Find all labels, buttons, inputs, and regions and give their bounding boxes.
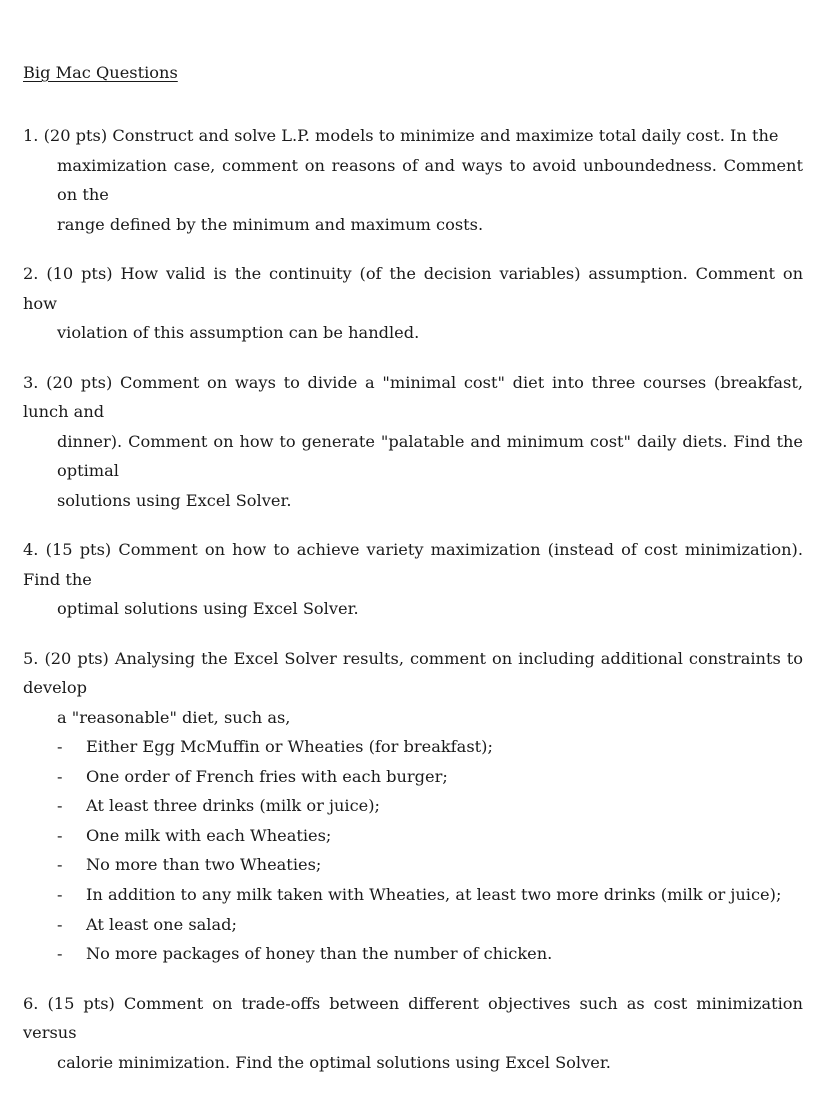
question-points: (15 pts) [45, 540, 112, 559]
question-4 [23, 535, 803, 624]
question-points: (15 pts) [47, 993, 115, 1013]
bullet-dash: - [57, 737, 63, 756]
question-5 [23, 644, 803, 969]
question-continuation: dinner). Comment on how to generate "palatable and minimum cost" daily diets. Find the optimal [57, 431, 803, 480]
question-continuation: range defined by the minimum and maximum costs. [57, 214, 484, 234]
list-item [57, 732, 803, 762]
question-continuation: optimal solutions using Excel Solver. [57, 599, 359, 618]
question-continuation: solutions using Excel Solver. [57, 490, 292, 510]
document-title: Big Mac Questions [23, 63, 178, 82]
bullet-dash: - [57, 914, 63, 934]
question-first-line [23, 121, 803, 151]
question-text: How valid is the continuity (of the decision variables) assumption. Comment on how [23, 264, 804, 313]
list-item-text: In addition to any milk taken with Wheaties, at least two more drinks (milk or juice); [86, 884, 782, 904]
question-continuation: violation of this assumption can be handled. [57, 323, 420, 342]
question-text: Construct and solve L.P. models to minimize and maximize total daily cost. In the [112, 126, 779, 145]
bullet-dash: - [57, 944, 63, 964]
question-number: 6. [23, 993, 39, 1013]
bullet-dash: - [57, 884, 63, 904]
list-item [57, 910, 803, 940]
bullet-dash: - [57, 766, 63, 786]
question-number: 2. [23, 264, 39, 283]
question-2 [23, 259, 803, 348]
question-3 [23, 368, 803, 516]
question-6 [23, 989, 803, 1078]
question-points: (20 pts) [44, 648, 109, 668]
question-continuation: calorie minimization. Find the optimal solutions using Excel Solver. [57, 1052, 611, 1072]
question-number: 4. [23, 540, 39, 559]
question-first-line [23, 535, 803, 594]
question-points: (20 pts) [43, 126, 108, 145]
question-text: Comment on how to achieve variety maximization (instead of cost minimization). Find the [23, 540, 803, 589]
list-item-text: Either Egg McMuffin or Wheaties (for breakfast); [86, 737, 493, 756]
question-text: Comment on trade-offs between different objectives such as cost minimization versus [23, 993, 803, 1043]
question-continuation: maximization case, comment on reasons of and ways to avoid unboundedness. Comment on the [57, 155, 803, 204]
question-continuation: a "reasonable" diet, such as, [57, 707, 291, 727]
question-text: Analysing the Excel Solver results, comment on including additional constraints to develop [23, 648, 803, 697]
question-first-line [23, 989, 803, 1048]
bullet-dash: - [57, 825, 63, 845]
question-points: (10 pts) [46, 264, 113, 283]
constraint-list [23, 732, 803, 969]
question-1 [23, 121, 803, 239]
list-item [57, 850, 803, 880]
question-first-line [23, 368, 803, 427]
list-item-text: One milk with each Wheaties; [86, 825, 332, 845]
question-points: (20 pts) [46, 372, 113, 392]
list-item [57, 821, 803, 851]
question-number: 3. [23, 372, 39, 392]
bullet-dash: - [57, 855, 63, 875]
list-item [57, 939, 803, 969]
question-number: 5. [23, 648, 39, 668]
bullet-dash: - [57, 796, 63, 816]
list-item [57, 762, 803, 792]
question-number: 1. [23, 126, 39, 145]
list-item-text: One order of French fries with each burger; [86, 766, 448, 786]
question-list [23, 121, 803, 1097]
question-text: Comment on ways to divide a "minimal cost" diet into three courses (breakfast, lunch and [23, 372, 803, 421]
list-item [57, 791, 803, 821]
question-first-line [23, 644, 803, 703]
list-item-text: At least three drinks (milk or juice); [86, 796, 380, 816]
list-item-text: No more packages of honey than the number of chicken. [86, 944, 553, 964]
question-first-line [23, 259, 803, 318]
list-item-text: No more than two Wheaties; [86, 855, 322, 875]
list-item-text: At least one salad; [86, 914, 237, 934]
list-item [57, 880, 803, 910]
